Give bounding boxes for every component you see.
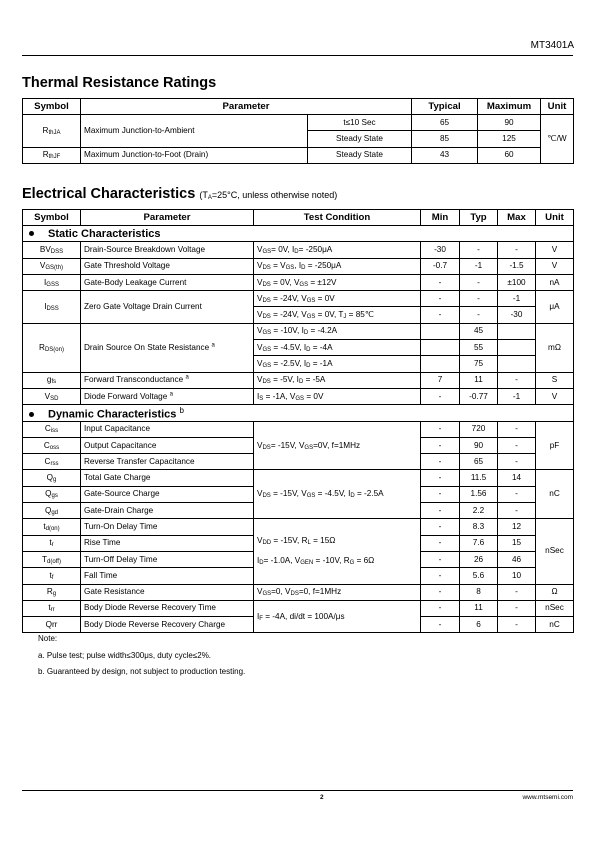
symbol-cell: $V_{SD}$ xyxy=(23,388,81,404)
max-cell: -1 xyxy=(498,388,536,404)
max-cell: - xyxy=(498,421,536,437)
symbol-cell: $C_{rss}$ xyxy=(23,454,81,470)
min-cell: - xyxy=(421,437,460,453)
condition-cell: $V_{GS} = -4.5V$, $I_D = -4A$ xyxy=(254,340,421,356)
symbol-cell: $T_{d(off)}$ xyxy=(23,551,81,567)
static-rows xyxy=(23,242,574,405)
table-row xyxy=(23,600,574,616)
parameter-cell: Input Capacitance xyxy=(81,421,254,437)
typ-cell: 720 xyxy=(460,421,498,437)
min-cell: - xyxy=(421,568,460,584)
symbol-cell: $Q_{gd}$ xyxy=(23,503,81,519)
unit-cell: nSec xyxy=(536,519,574,584)
electrical-header-row xyxy=(23,210,574,226)
table-row xyxy=(23,519,574,535)
max-cell: - xyxy=(498,584,536,600)
max-cell: - xyxy=(498,242,536,258)
parameter-cell: Output Capacitance xyxy=(81,437,254,453)
condition-cell: $V_{DD} = -15V$, $R_L = 15\Omega$ $I_D= -1.0A$, $V_{GEN} = -10V$, $R_G = 6\Omega$ xyxy=(254,519,421,584)
symbol-cell: Qrr xyxy=(23,617,81,633)
symbol-cell: $R_g$ xyxy=(23,584,81,600)
condition-cell: $V_{DS} = -5V$, $I_D = -5A$ xyxy=(254,372,421,388)
min-cell: - xyxy=(421,584,460,600)
parameter-cell: Forward Transconductance $^a$ xyxy=(81,372,254,388)
typ-cell: 55 xyxy=(460,340,498,356)
min-cell: - xyxy=(421,454,460,470)
unit-cell: nC xyxy=(536,470,574,519)
electrical-title: Electrical Characteristics ($T_A=25^\circ C$, unless otherwise noted) xyxy=(22,186,338,202)
typ-cell: 1.56 xyxy=(460,486,498,502)
typ-cell: 8.3 xyxy=(460,519,498,535)
symbol-cell: $C_{oss}$ xyxy=(23,437,81,453)
typical-cell: 65 xyxy=(412,115,478,131)
parameter-cell: Zero Gate Voltage Drain Current xyxy=(81,291,254,324)
thermal-title: Thermal Resistance Ratings xyxy=(22,75,217,91)
parameter-cell: Rise Time xyxy=(81,535,254,551)
max-cell: ±100 xyxy=(498,274,536,290)
unit-cell: pF xyxy=(536,421,574,470)
thermal-table xyxy=(22,98,574,164)
min-cell: -0.7 xyxy=(421,258,460,274)
symbol-cell: $Q_g$ xyxy=(23,470,81,486)
parameter-cell: Fall Time xyxy=(81,568,254,584)
max-cell: - xyxy=(498,454,536,470)
parameter-cell: Turn-Off Delay Time xyxy=(81,551,254,567)
col-symbol: Symbol xyxy=(23,99,81,115)
typ-cell: - xyxy=(460,291,498,307)
typ-cell: 5.6 xyxy=(460,568,498,584)
maximum-cell: 90 xyxy=(478,115,541,131)
typ-cell: 90 xyxy=(460,437,498,453)
min-cell: - xyxy=(421,551,460,567)
max-cell xyxy=(498,356,536,372)
max-cell: - xyxy=(498,503,536,519)
unit-cell: nA xyxy=(536,274,574,290)
condition-cell: $V_{DS} = V_{GS}$, $I_D = -250\mu A$ xyxy=(254,258,421,274)
condition-cell: $V_{GS} = -2.5V$, $I_D = -1A$ xyxy=(254,356,421,372)
table-row xyxy=(23,147,574,163)
condition-cell: Steady State xyxy=(308,131,412,147)
min-cell: 7 xyxy=(421,372,460,388)
table-row xyxy=(23,388,574,404)
symbol-cell: $V_{GS(th)}$ xyxy=(23,258,81,274)
condition-cell: $V_{DS}= -15V$, $V_{GS}=0V$, f=1MHz xyxy=(254,421,421,470)
condition-cell: $V_{GS}= 0V$, $I_D= -250\mu A$ xyxy=(254,242,421,258)
note-b: b. Guaranteed by design, not subject to production testing. xyxy=(38,667,246,676)
unit-cell: S xyxy=(536,372,574,388)
condition-cell: t≤10 Sec xyxy=(308,115,412,131)
unit-cell: nC xyxy=(536,617,574,633)
symbol-cell: $R_{thJA}$ xyxy=(23,115,81,148)
notes-title: Note: xyxy=(38,634,58,643)
min-cell: - xyxy=(421,617,460,633)
table-row xyxy=(23,323,574,339)
symbol-cell: $t_r$ xyxy=(23,535,81,551)
electrical-table xyxy=(22,209,574,633)
typical-cell: 43 xyxy=(412,147,478,163)
parameter-cell: Gate-Body Leakage Current xyxy=(81,274,254,290)
typ-cell: - xyxy=(460,307,498,323)
table-row xyxy=(23,372,574,388)
maximum-cell: 60 xyxy=(478,147,541,163)
parameter-cell: Maximum Junction-to-Foot (Drain) xyxy=(81,147,308,163)
min-cell xyxy=(421,356,460,372)
website: www.mtsemi.com xyxy=(522,794,573,801)
notes xyxy=(38,631,245,681)
bullet-icon xyxy=(29,231,34,236)
typ-cell: 45 xyxy=(460,323,498,339)
part-number: MT3401A xyxy=(530,40,574,51)
col-max: Max xyxy=(498,210,536,226)
condition-cell: $V_{DS} = -24V$, $V_{GS} = 0V$ xyxy=(254,291,421,307)
col-parameter: Parameter xyxy=(81,99,412,115)
symbol-cell: $R_{DS(on)}$ xyxy=(23,323,81,372)
symbol-cell: $I_{GSS}$ xyxy=(23,274,81,290)
dynamic-section-row xyxy=(23,405,574,421)
dynamic-section-heading: Dynamic Characteristics $^b$ xyxy=(23,405,574,421)
condition-cell: $V_{DS} = -24V$, $V_{GS} = 0V$, $T_J$ = 85℃ xyxy=(254,307,421,323)
max-cell: - xyxy=(498,486,536,502)
unit-cell: nSec xyxy=(536,600,574,616)
typ-cell: -0.77 xyxy=(460,388,498,404)
max-cell: - xyxy=(498,600,536,616)
parameter-cell: Total Gate Charge xyxy=(81,470,254,486)
thermal-header-row xyxy=(23,99,574,115)
col-parameter: Parameter xyxy=(81,210,254,226)
min-cell xyxy=(421,340,460,356)
typ-cell: 11 xyxy=(460,372,498,388)
symbol-cell: $g_{fs}$ xyxy=(23,372,81,388)
col-symbol: Symbol xyxy=(23,210,81,226)
typ-cell: 65 xyxy=(460,454,498,470)
typ-cell: - xyxy=(460,242,498,258)
unit-cell: V xyxy=(536,242,574,258)
min-cell: - xyxy=(421,421,460,437)
max-cell: -30 xyxy=(498,307,536,323)
page-number: 2 xyxy=(320,794,324,801)
col-unit: Unit xyxy=(536,210,574,226)
symbol-cell: $BV_{DSS}$ xyxy=(23,242,81,258)
table-row xyxy=(23,258,574,274)
min-cell: - xyxy=(421,274,460,290)
max-cell: 12 xyxy=(498,519,536,535)
parameter-cell: Turn-On Delay Time xyxy=(81,519,254,535)
footer-rule xyxy=(22,790,573,791)
min-cell: - xyxy=(421,535,460,551)
unit-cell: Ω xyxy=(536,584,574,600)
min-cell: - xyxy=(421,470,460,486)
condition-cell: $I_F = -4A$, di/dt = 100A/μs xyxy=(254,600,421,633)
min-cell: - xyxy=(421,503,460,519)
typ-cell: 2.2 xyxy=(460,503,498,519)
symbol-cell: $R_{thJF}$ xyxy=(23,147,81,163)
static-section-row xyxy=(23,226,574,242)
min-cell: - xyxy=(421,600,460,616)
col-typical: Typical xyxy=(412,99,478,115)
typ-cell: 75 xyxy=(460,356,498,372)
min-cell xyxy=(421,323,460,339)
max-cell: -1.5 xyxy=(498,258,536,274)
static-section-heading: Static Characteristics xyxy=(23,226,574,242)
symbol-cell: $t_{d(on)}$ xyxy=(23,519,81,535)
condition-cell: $V_{GS} = -10V$, $I_D = -4.2A$ xyxy=(254,323,421,339)
col-typ: Typ xyxy=(460,210,498,226)
max-cell: 15 xyxy=(498,535,536,551)
unit-cell: V xyxy=(536,388,574,404)
max-cell: -1 xyxy=(498,291,536,307)
parameter-cell: Body Diode Reverse Recovery Charge xyxy=(81,617,254,633)
col-unit: Unit xyxy=(541,99,574,115)
header-rule xyxy=(22,55,573,56)
condition-cell: $I_S = -1A$, $V_{GS} = 0V$ xyxy=(254,388,421,404)
symbol-cell: $t_{rr}$ xyxy=(23,600,81,616)
unit-cell: mΩ xyxy=(536,323,574,372)
condition-cell: Steady State xyxy=(308,147,412,163)
parameter-cell: Gate-Source Charge xyxy=(81,486,254,502)
condition-cell: $V_{GS}=0$, $V_{DS}=0$, f=1MHz xyxy=(254,584,421,600)
min-cell: - xyxy=(421,307,460,323)
col-min: Min xyxy=(421,210,460,226)
condition-cell: $V_{DS} = 0V$, $V_{GS} = \pm 12V$ xyxy=(254,274,421,290)
table-row xyxy=(23,291,574,307)
max-cell: - xyxy=(498,437,536,453)
max-cell: 46 xyxy=(498,551,536,567)
parameter-cell: Drain-Source Breakdown Voltage xyxy=(81,242,254,258)
symbol-cell: $I_{DSS}$ xyxy=(23,291,81,324)
typical-cell: 85 xyxy=(412,131,478,147)
parameter-cell: Gate Resistance xyxy=(81,584,254,600)
parameter-cell: Gate-Drain Charge xyxy=(81,503,254,519)
max-cell xyxy=(498,323,536,339)
maximum-cell: 125 xyxy=(478,131,541,147)
parameter-cell: Gate Threshold Voltage xyxy=(81,258,254,274)
col-test-condition: Test Condition xyxy=(254,210,421,226)
typ-cell: 7.6 xyxy=(460,535,498,551)
symbol-cell: $Q_{gs}$ xyxy=(23,486,81,502)
table-row xyxy=(23,421,574,437)
symbol-cell: $t_f$ xyxy=(23,568,81,584)
max-cell: 10 xyxy=(498,568,536,584)
typ-cell: -1 xyxy=(460,258,498,274)
typ-cell: 6 xyxy=(460,617,498,633)
min-cell: - xyxy=(421,486,460,502)
electrical-condition: ($T_A=25^\circ C$, unless otherwise noted) xyxy=(199,190,338,201)
max-cell: 14 xyxy=(498,470,536,486)
col-maximum: Maximum xyxy=(478,99,541,115)
bullet-icon xyxy=(29,412,34,417)
min-cell: - xyxy=(421,388,460,404)
parameter-cell: Diode Forward Voltage $^a$ xyxy=(81,388,254,404)
condition-cell: $V_{DS} = -15V$, $V_{GS} = -4.5V$, $I_D = -2.5A$ xyxy=(254,470,421,519)
symbol-cell: $C_{iss}$ xyxy=(23,421,81,437)
table-row xyxy=(23,470,574,486)
note-a: a. Pulse test; pulse width≤300μs, duty cycle≤2%. xyxy=(38,650,212,660)
table-row xyxy=(23,115,574,131)
typ-cell: - xyxy=(460,274,498,290)
typ-cell: 11 xyxy=(460,600,498,616)
table-row xyxy=(23,274,574,290)
parameter-cell: Reverse Transfer Capacitance xyxy=(81,454,254,470)
max-cell: - xyxy=(498,617,536,633)
typ-cell: 26 xyxy=(460,551,498,567)
typ-cell: 8 xyxy=(460,584,498,600)
min-cell: - xyxy=(421,519,460,535)
dynamic-rows xyxy=(23,421,574,633)
parameter-cell: Maximum Junction-to-Ambient xyxy=(81,115,308,148)
max-cell xyxy=(498,340,536,356)
unit-cell: V xyxy=(536,258,574,274)
unit-cell: μA xyxy=(536,291,574,324)
unit-cell: ℃/W xyxy=(541,115,574,164)
parameter-cell: Body Diode Reverse Recovery Time xyxy=(81,600,254,616)
parameter-cell: Drain Source On State Resistance $^a$ xyxy=(81,323,254,372)
max-cell: - xyxy=(498,372,536,388)
table-row xyxy=(23,584,574,600)
min-cell: -30 xyxy=(421,242,460,258)
min-cell: - xyxy=(421,291,460,307)
typ-cell: 11.5 xyxy=(460,470,498,486)
table-row xyxy=(23,242,574,258)
